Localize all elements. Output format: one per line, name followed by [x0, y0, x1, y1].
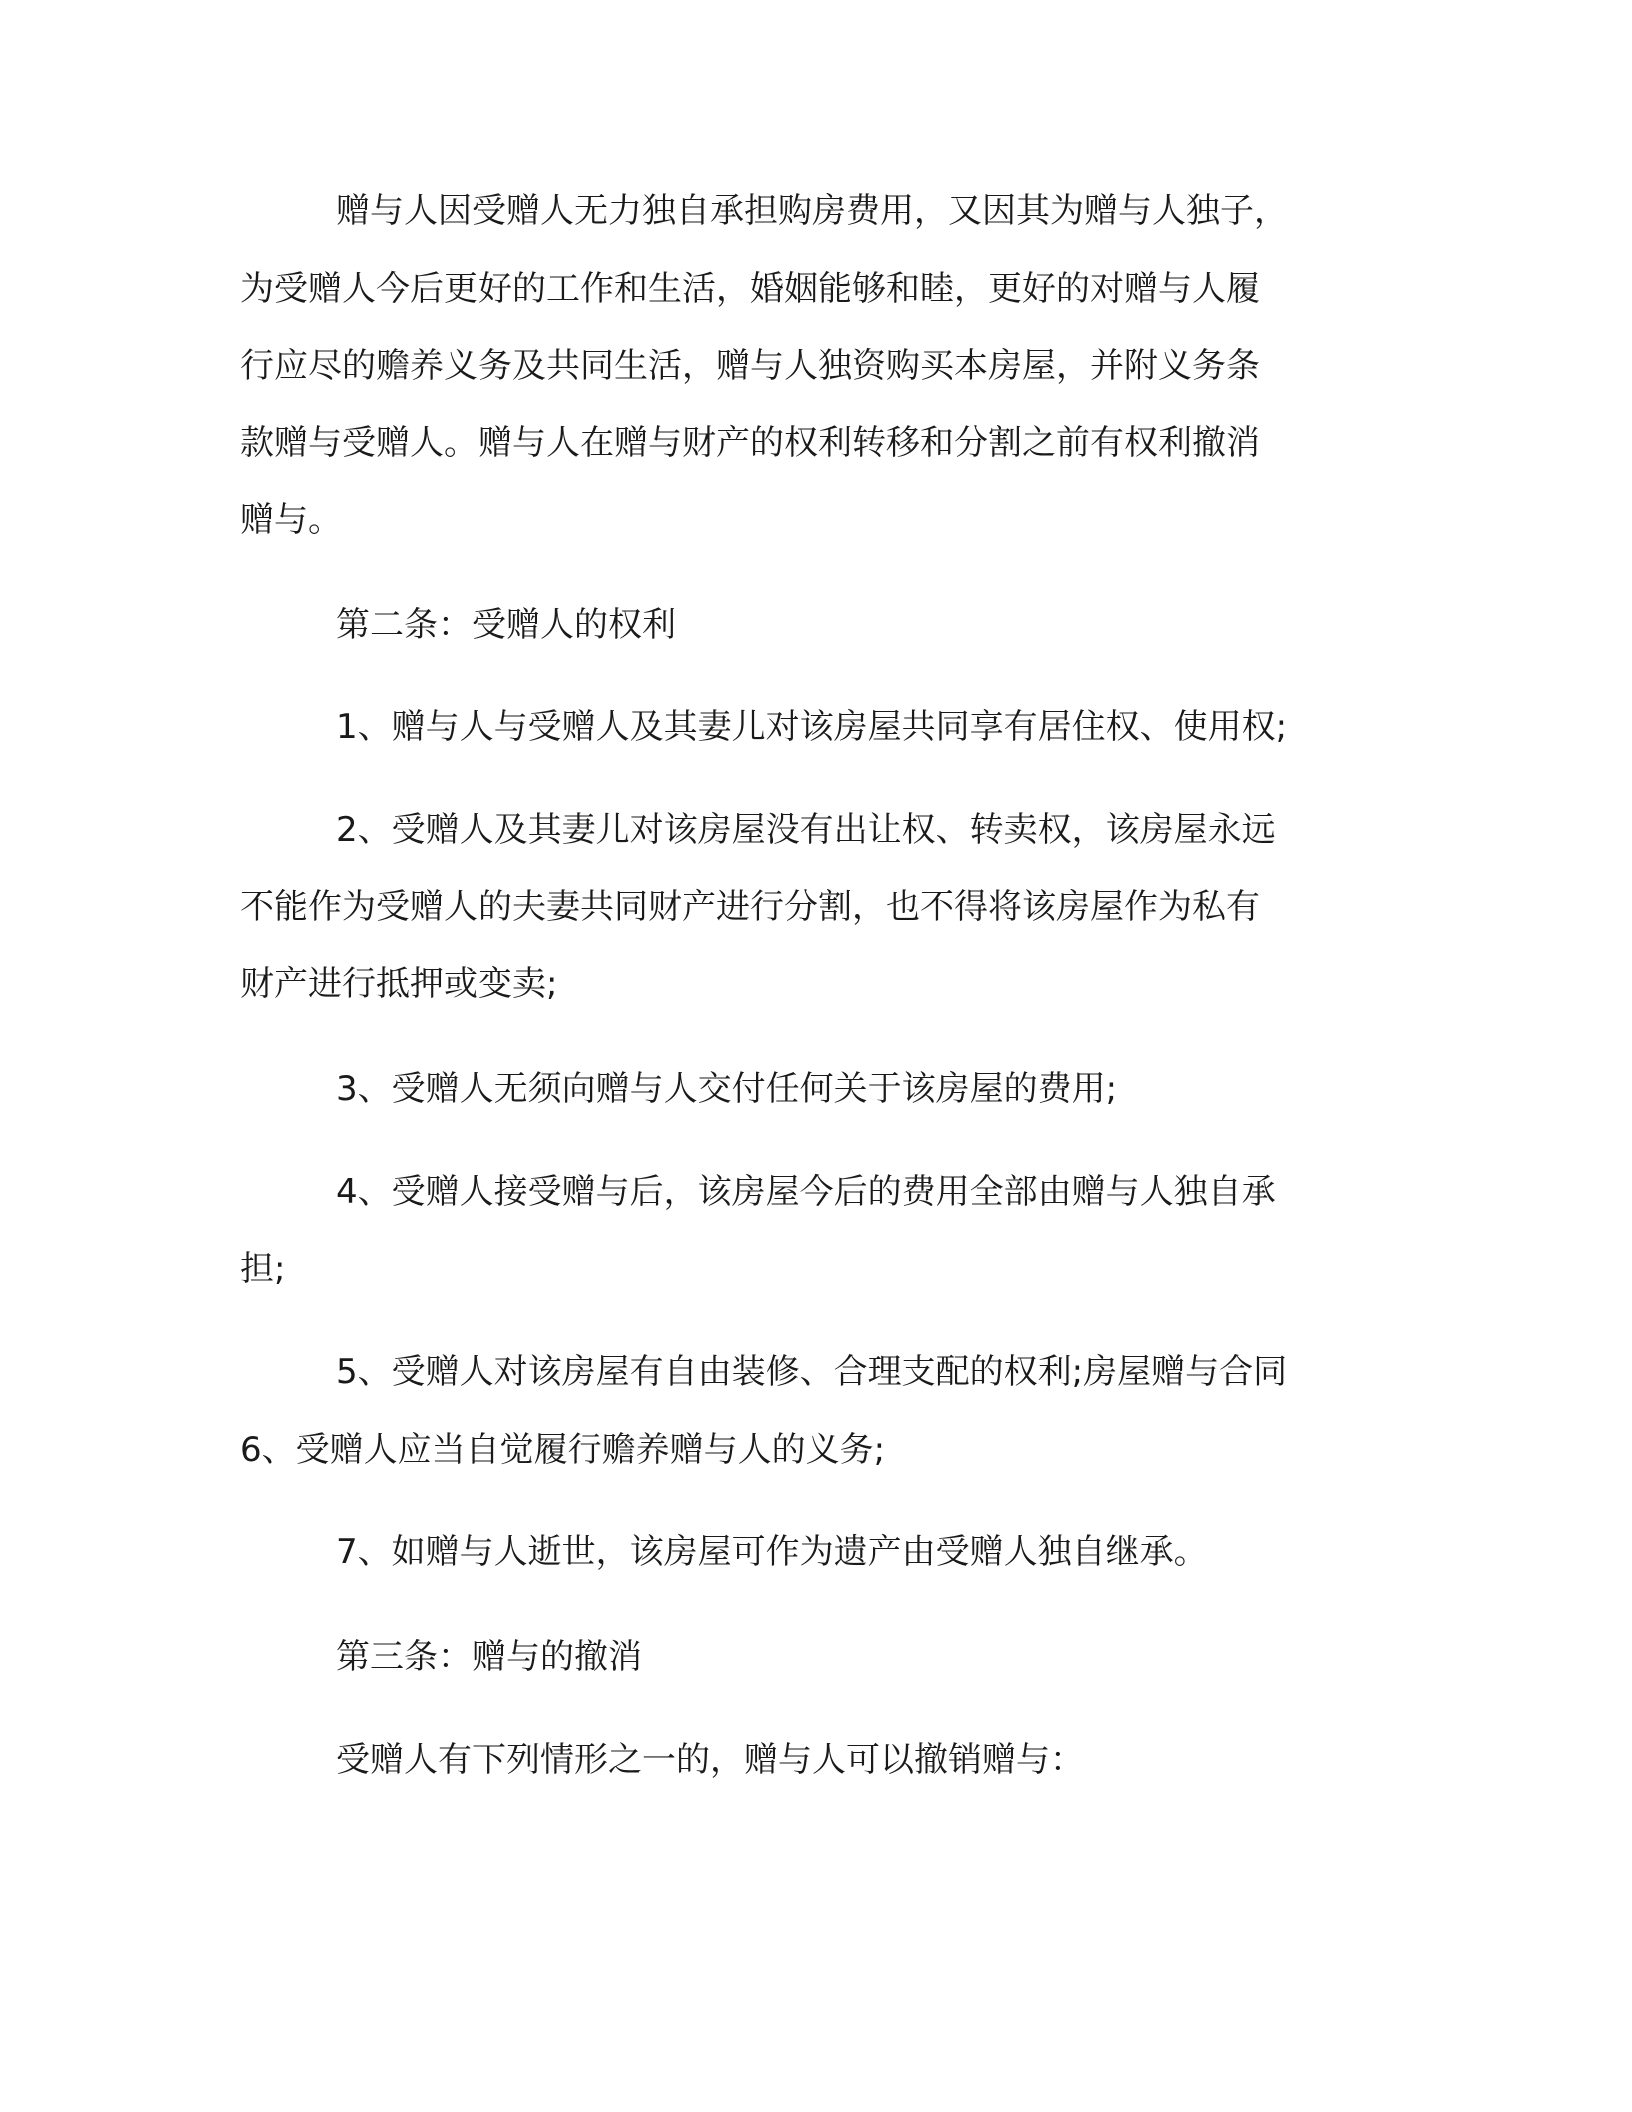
paragraph-line: 款赠与受赠人。赠与人在赠与财产的权利转移和分割之前有权利撤消	[240, 423, 1260, 463]
section-heading: 第三条：赠与的撤消	[336, 1637, 642, 1677]
list-item: 7、如赠与人逝世，该房屋可作为遗产由受赠人独自继承。	[336, 1532, 1208, 1572]
list-item-continuation: 担;	[240, 1249, 286, 1289]
list-item: 2、受赠人及其妻儿对该房屋没有出让权、转卖权，该房屋永远	[336, 810, 1276, 850]
paragraph-line: 为受赠人今后更好的工作和生活，婚姻能够和睦，更好的对赠与人履	[240, 269, 1260, 309]
list-item: 1、赠与人与受赠人及其妻儿对该房屋共同享有居住权、使用权;	[336, 707, 1288, 747]
paragraph-line: 受赠人有下列情形之一的，赠与人可以撤销赠与：	[336, 1740, 1084, 1780]
section-heading: 第二条：受赠人的权利	[336, 605, 676, 645]
list-item-continuation: 财产进行抵押或变卖;	[240, 964, 558, 1004]
paragraph-line: 赠与。	[240, 500, 342, 540]
paragraph-line: 赠与人因受赠人无力独自承担购房费用，又因其为赠与人独子，	[336, 191, 1288, 231]
list-item: 5、受赠人对该房屋有自由装修、合理支配的权利;房屋赠与合同	[336, 1352, 1288, 1392]
list-item: 6、受赠人应当自觉履行赡养赠与人的义务;	[240, 1430, 886, 1470]
list-item: 3、受赠人无须向赠与人交付任何关于该房屋的费用;	[336, 1069, 1118, 1109]
list-item-continuation: 不能作为受赠人的夫妻共同财产进行分割，也不得将该房屋作为私有	[240, 887, 1260, 927]
paragraph-line: 行应尽的赡养义务及共同生活，赠与人独资购买本房屋，并附义务条	[240, 346, 1260, 386]
list-item: 4、受赠人接受赠与后，该房屋今后的费用全部由赠与人独自承	[336, 1172, 1276, 1212]
